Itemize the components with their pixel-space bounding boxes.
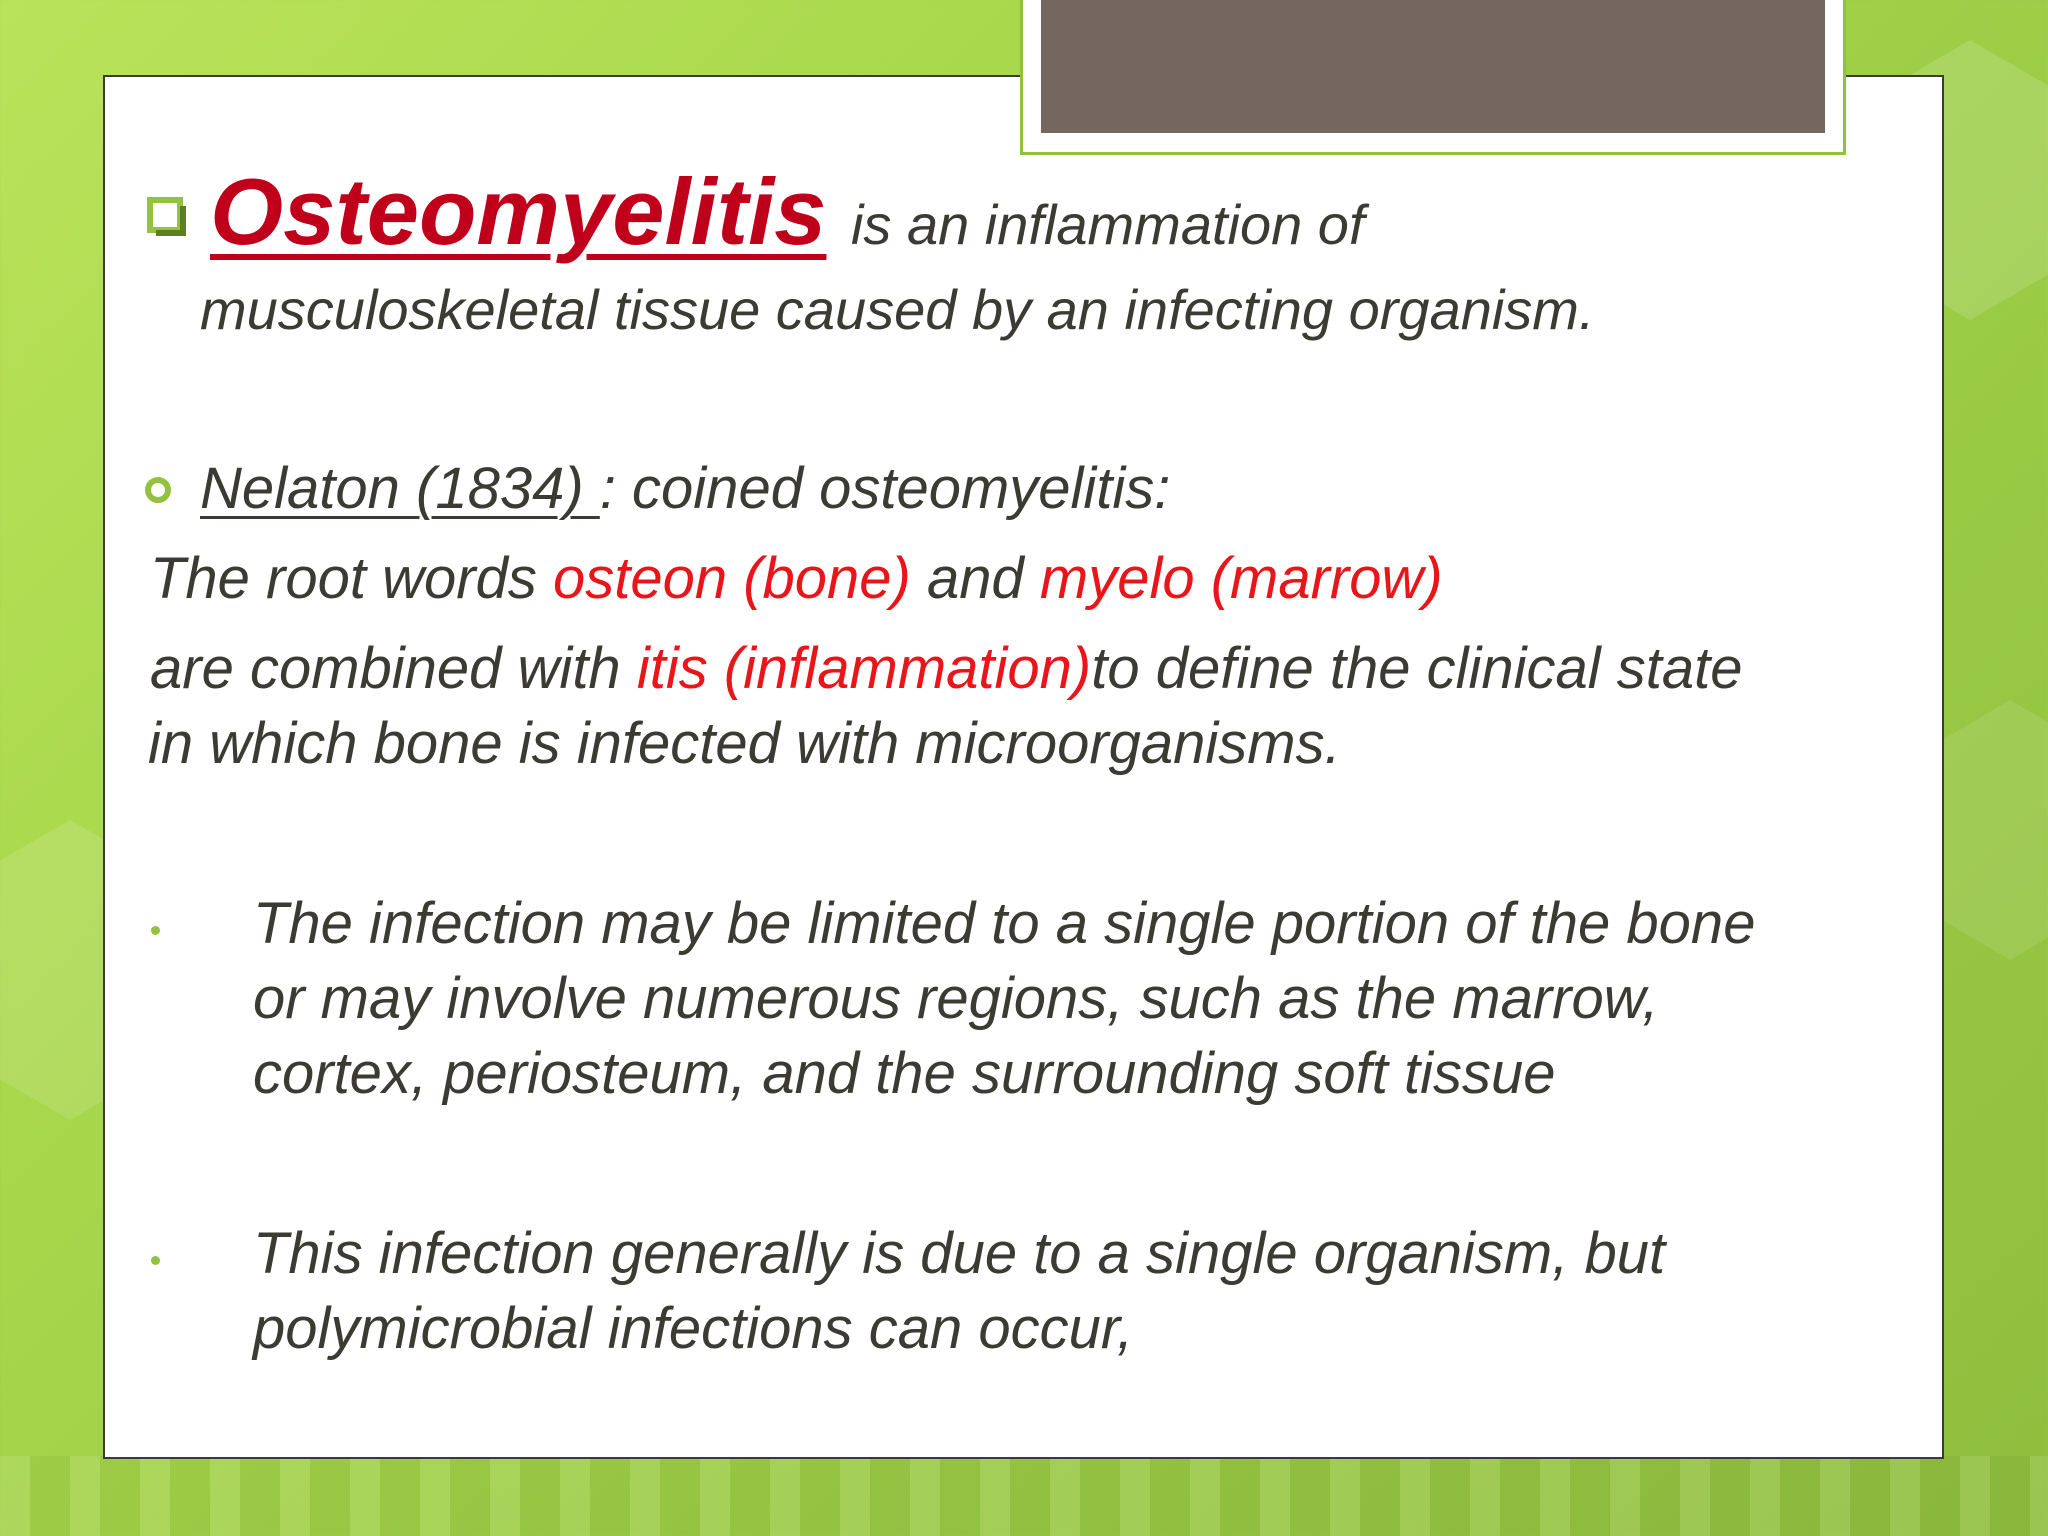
definition-heading-line-2: musculoskeletal tissue caused by an infecting organism. <box>200 278 1595 341</box>
definition-text: is an inflammation of <box>850 193 1365 256</box>
root-and: and <box>910 546 1040 611</box>
nelaton-rest: : coined osteomyelitis: <box>599 456 1171 521</box>
checkbox-square-icon <box>146 196 190 240</box>
root-words-line <box>150 545 1443 612</box>
bullet-1-line-2: or may involve numerous regions, such as the marrow, <box>253 966 1659 1031</box>
combined-itis: itis (inflammation) <box>636 636 1092 701</box>
nelaton-label: Nelaton (1834) <box>200 456 600 521</box>
title-placeholder-fill <box>1041 0 1825 133</box>
bullet-2-line-1: This infection generally is due to a single organism, but <box>253 1221 1666 1286</box>
combined-line <box>150 635 1743 702</box>
ring-bullet-icon <box>144 476 172 504</box>
root-prefix: The root words <box>150 546 553 611</box>
bullet-1-line-1: The infection may be limited to a single portion of the bone <box>253 891 1756 956</box>
nelaton-line <box>200 455 1170 522</box>
combined-suffix: to define the clinical state <box>1091 636 1743 701</box>
definition-term: Osteomyelitis <box>210 159 827 264</box>
root-osteon: osteon (bone) <box>552 546 911 611</box>
root-myelo: myelo (marrow) <box>1039 546 1443 611</box>
dot-bullet-icon <box>151 1256 160 1265</box>
bullet-1-line-3: cortex, periosteum, and the surrounding soft tissue <box>253 1041 1556 1106</box>
combined-line-2: in which bone is infected with microorganisms. <box>148 711 1341 776</box>
background-stripes <box>0 1456 2048 1536</box>
bullet-2-line-2: polymicrobial infections can occur, <box>253 1296 1134 1361</box>
slide-title-placeholder <box>1020 0 1846 155</box>
definition-heading-line <box>210 158 1365 268</box>
dot-bullet-icon <box>151 926 160 935</box>
combined-prefix: are combined with <box>150 636 637 701</box>
